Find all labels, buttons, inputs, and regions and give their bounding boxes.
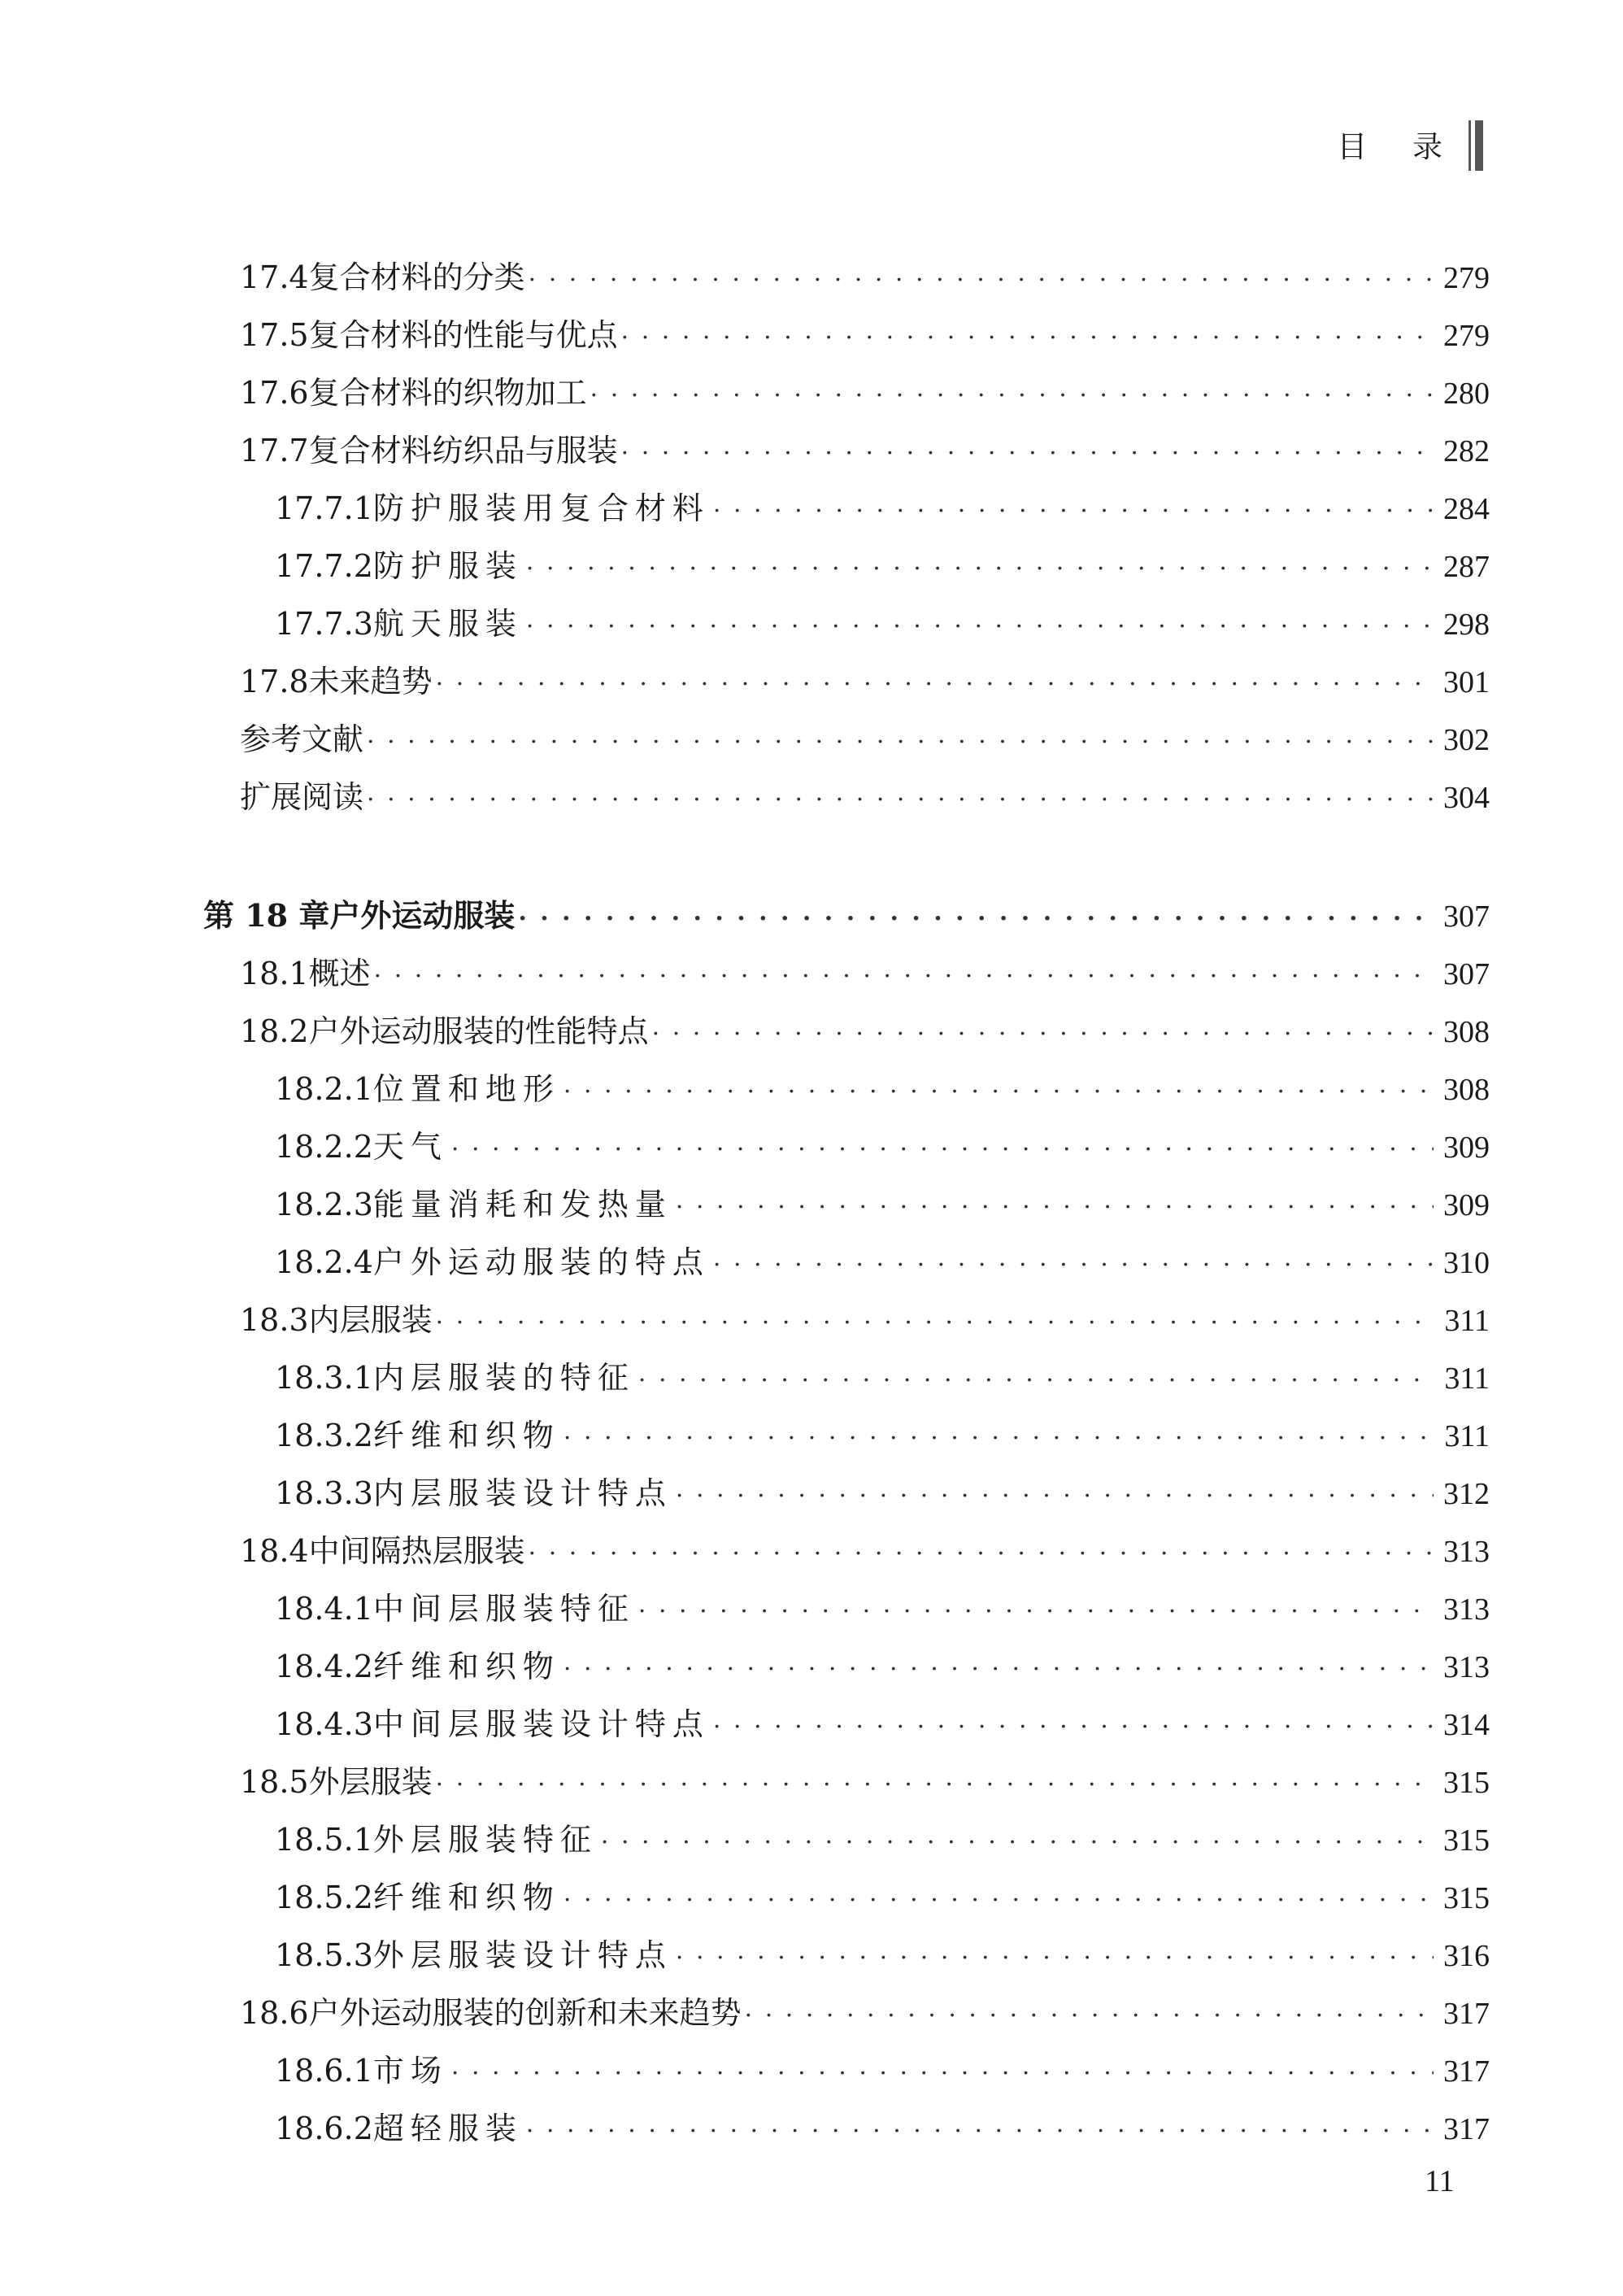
toc-entry[interactable] xyxy=(275,2103,1490,2152)
toc-entry-number: 18.5 xyxy=(240,1764,309,1800)
toc-entry[interactable] xyxy=(275,1584,1490,1632)
dot-leader xyxy=(638,1597,1434,1626)
dot-leader xyxy=(436,670,1434,699)
toc-entry[interactable] xyxy=(275,1410,1490,1459)
toc-entry-title: 中间隔热层服装 xyxy=(308,1533,525,1569)
toc-entry-page: 309 xyxy=(1443,1188,1490,1222)
toc-entry[interactable] xyxy=(275,1468,1490,1517)
toc-entry-page: 314 xyxy=(1443,1708,1490,1742)
toc-entry-number: 17.8 xyxy=(240,664,309,699)
toc-entry[interactable] xyxy=(275,1872,1490,1921)
toc-entry-title: 概述 xyxy=(308,956,371,991)
dot-leader xyxy=(526,612,1434,641)
toc-entry[interactable] xyxy=(275,1641,1490,1690)
toc-entry-title: 市场 xyxy=(372,2053,448,2089)
toc-entry-number: 17.6 xyxy=(240,375,309,411)
toc-entry-number: 18.6.1 xyxy=(275,2053,373,2089)
toc-entry-title: 中间层服装设计特点 xyxy=(372,1706,710,1742)
toc-entry-page: 307 xyxy=(1443,900,1490,934)
toc-entry-title: 复合材料的织物加工 xyxy=(308,375,587,411)
toc-entry-page: 307 xyxy=(1443,957,1490,991)
toc-entry-title: 户外运动服装的特点 xyxy=(372,1244,710,1280)
toc-entry-title: 超轻服装 xyxy=(372,2111,523,2146)
toc-entry[interactable] xyxy=(275,1815,1490,1863)
dot-leader xyxy=(652,1020,1434,1048)
toc-entry-title: 户外运动服装的创新和未来趋势 xyxy=(308,1995,742,2031)
toc-entry-number: 18.2 xyxy=(240,1013,309,1049)
toc-entry-page: 301 xyxy=(1443,665,1490,699)
toc-entry-number: 18.4.2 xyxy=(275,1649,373,1684)
toc-entry-title: 户外运动服装的性能特点 xyxy=(308,1013,649,1049)
toc-entry-number: 18.3.2 xyxy=(275,1418,373,1453)
toc-entry-page: 309 xyxy=(1443,1131,1490,1165)
running-head: 目 录 xyxy=(1337,129,1460,164)
dot-leader xyxy=(367,786,1434,814)
toc-entry-page: 302 xyxy=(1443,723,1490,757)
toc-entry-page: 315 xyxy=(1443,1881,1490,1915)
toc-entry-page: 317 xyxy=(1443,2112,1490,2146)
toc-entry-page: 310 xyxy=(1443,1246,1490,1280)
dot-leader xyxy=(676,1193,1434,1222)
toc-entry-number: 17.5 xyxy=(240,317,309,353)
toc-entry-number: 18.1 xyxy=(240,956,309,991)
toc-entry-number: 18.2.3 xyxy=(275,1187,373,1222)
toc-entry-page: 280 xyxy=(1443,377,1490,411)
toc-entry-title: 中间层服装特征 xyxy=(372,1591,635,1627)
dot-leader xyxy=(638,1366,1435,1395)
toc-entry-number: 18.5.3 xyxy=(275,1937,373,1973)
toc-entry-number: 18.5.1 xyxy=(275,1822,373,1858)
toc-entry[interactable] xyxy=(203,891,1490,939)
dot-leader xyxy=(621,439,1434,468)
dot-leader xyxy=(529,266,1434,294)
toc-entry-title: 外层服装特征 xyxy=(372,1822,598,1858)
toc-entry-number: 18.6 xyxy=(240,1995,309,2031)
dot-leader xyxy=(526,2117,1434,2146)
toc-entry-title: 复合材料的分类 xyxy=(308,259,525,295)
dot-leader xyxy=(563,1655,1434,1684)
dot-leader xyxy=(621,324,1434,352)
toc-entry[interactable] xyxy=(240,1988,1490,2037)
toc-entry-page: 308 xyxy=(1443,1073,1490,1107)
toc-entry[interactable] xyxy=(240,1526,1490,1575)
toc-entry[interactable] xyxy=(240,310,1490,359)
toc-entry-page: 304 xyxy=(1443,781,1490,815)
toc-entry-number: 18.2.4 xyxy=(275,1244,373,1280)
toc-entry-title: 天气 xyxy=(372,1129,448,1165)
header-thin-bar xyxy=(1469,120,1471,171)
dot-leader xyxy=(676,1482,1434,1510)
dot-leader xyxy=(518,904,1434,933)
toc-entry-title: 外层服装 xyxy=(308,1764,433,1800)
toc-entry-page: 313 xyxy=(1443,1592,1490,1627)
toc-entry-title: 外层服装设计特点 xyxy=(372,1937,672,1973)
dot-leader xyxy=(436,1771,1434,1799)
toc-entry-number: 18.3.3 xyxy=(275,1475,373,1511)
toc-entry-page: 312 xyxy=(1443,1477,1490,1511)
toc-entry-number: 18.3 xyxy=(240,1302,309,1338)
toc-entry-page: 287 xyxy=(1443,550,1490,584)
toc-entry-title: 防护服装 xyxy=(372,548,523,584)
page-number: 11 xyxy=(1425,2164,1455,2198)
toc-entry[interactable] xyxy=(240,1006,1490,1055)
toc-entry-title: 内层服装 xyxy=(308,1302,433,1338)
dot-leader xyxy=(436,1309,1435,1337)
dot-leader xyxy=(590,381,1434,410)
toc-entry-title: 位置和地形 xyxy=(372,1071,560,1107)
toc-entry-number: 17.7.2 xyxy=(275,548,373,584)
toc-entry[interactable] xyxy=(275,1353,1490,1401)
toc-entry[interactable] xyxy=(240,772,1490,821)
toc-entry-number: 17.7.1 xyxy=(275,490,373,526)
toc-entry-page: 313 xyxy=(1443,1535,1490,1569)
toc-entry-title: 纤维和织物 xyxy=(372,1649,560,1684)
toc-entry[interactable] xyxy=(275,1699,1490,1748)
toc-entry-number: 17.7 xyxy=(240,433,309,468)
dot-leader xyxy=(713,1713,1434,1741)
toc-entry-title: 内层服装的特征 xyxy=(372,1360,635,1396)
toc-entry-page: 311 xyxy=(1444,1419,1490,1453)
toc-entry-title: 复合材料的性能与优点 xyxy=(308,317,618,353)
toc-entry-title: 未来趋势 xyxy=(308,664,433,699)
toc-entry-number: 18.3.1 xyxy=(275,1360,373,1396)
dot-leader xyxy=(563,1078,1434,1106)
toc-entry-number: 18.5.2 xyxy=(275,1880,373,1915)
toc-entry-title: 纤维和织物 xyxy=(372,1880,560,1915)
toc-entry-page: 316 xyxy=(1443,1939,1490,1973)
toc-entry-page: 279 xyxy=(1443,261,1490,295)
toc-entry-title: 航天服装 xyxy=(372,606,523,642)
toc-entry[interactable] xyxy=(275,2045,1490,2094)
toc-entry-number: 18.2.1 xyxy=(275,1071,373,1107)
dot-leader xyxy=(676,1944,1434,1972)
toc-entry[interactable] xyxy=(240,948,1490,997)
toc-entry-page: 313 xyxy=(1443,1650,1490,1684)
dot-leader xyxy=(745,2002,1434,2030)
toc-entry-title: 内层服装设计特点 xyxy=(372,1475,672,1511)
toc-entry-page: 308 xyxy=(1443,1015,1490,1049)
toc-entry-number: 18.4.1 xyxy=(275,1591,373,1627)
toc-entry-number: 第 18 章 xyxy=(203,897,330,934)
toc-entry-page: 279 xyxy=(1443,319,1490,353)
header-rule-bars xyxy=(1469,120,1485,171)
toc-entry[interactable] xyxy=(240,368,1490,416)
dot-leader xyxy=(529,1540,1434,1568)
toc-entry-page: 315 xyxy=(1443,1766,1490,1800)
toc-entry[interactable] xyxy=(275,599,1490,647)
toc-entry-number: 18.6.2 xyxy=(275,2111,373,2146)
dot-leader xyxy=(367,728,1434,756)
toc-entry[interactable] xyxy=(240,425,1490,474)
dot-leader xyxy=(374,962,1434,991)
toc-entry-number: 18.4.3 xyxy=(275,1706,373,1742)
toc-entry-title: 户外运动服装 xyxy=(329,897,516,934)
toc-entry-title: 防护服装用复合材料 xyxy=(372,490,710,526)
toc-entry[interactable] xyxy=(240,1295,1490,1344)
dot-leader xyxy=(563,1424,1435,1453)
toc-entry-title: 能量消耗和发热量 xyxy=(372,1187,672,1222)
toc-entry[interactable] xyxy=(240,656,1490,705)
dot-leader xyxy=(526,555,1434,583)
toc-entry-title: 复合材料纺织品与服装 xyxy=(308,433,618,468)
toc-entry-page: 298 xyxy=(1443,608,1490,642)
toc-entry-number: 17.7.3 xyxy=(275,606,373,642)
dot-leader xyxy=(601,1828,1434,1857)
toc-entry-page: 311 xyxy=(1444,1304,1490,1338)
dot-leader xyxy=(451,1135,1434,1164)
toc-entry-title: 纤维和织物 xyxy=(372,1418,560,1453)
toc-entry-page: 315 xyxy=(1443,1823,1490,1858)
toc-entry[interactable] xyxy=(275,1179,1490,1228)
toc-entry-number: 18.2.2 xyxy=(275,1129,373,1165)
toc-entry[interactable] xyxy=(240,1757,1490,1806)
toc-entry-page: 317 xyxy=(1443,1997,1490,2031)
toc-entry[interactable] xyxy=(275,483,1490,532)
toc-entry[interactable] xyxy=(275,1064,1490,1113)
dot-leader xyxy=(713,1251,1434,1279)
toc-entry[interactable] xyxy=(240,252,1490,301)
toc-entry-page: 317 xyxy=(1443,2054,1490,2089)
toc-entry[interactable] xyxy=(275,1122,1490,1170)
dot-leader xyxy=(451,2059,1434,2088)
toc-entry-title: 参考文献 xyxy=(240,721,364,757)
toc-entry-page: 282 xyxy=(1443,434,1490,468)
toc-entry-page: 284 xyxy=(1443,492,1490,526)
toc-entry-number: 18.4 xyxy=(240,1533,309,1569)
toc-entry[interactable] xyxy=(240,714,1490,763)
toc-entry-page: 311 xyxy=(1444,1361,1490,1396)
toc-entry[interactable] xyxy=(275,1930,1490,1979)
dot-leader xyxy=(713,497,1434,525)
toc-entry[interactable] xyxy=(275,1237,1490,1286)
toc-entry-number: 17.4 xyxy=(240,259,309,295)
toc-entry-title: 扩展阅读 xyxy=(240,779,364,815)
header-thick-bar xyxy=(1475,120,1483,171)
toc-entry[interactable] xyxy=(275,541,1490,590)
dot-leader xyxy=(563,1886,1434,1915)
